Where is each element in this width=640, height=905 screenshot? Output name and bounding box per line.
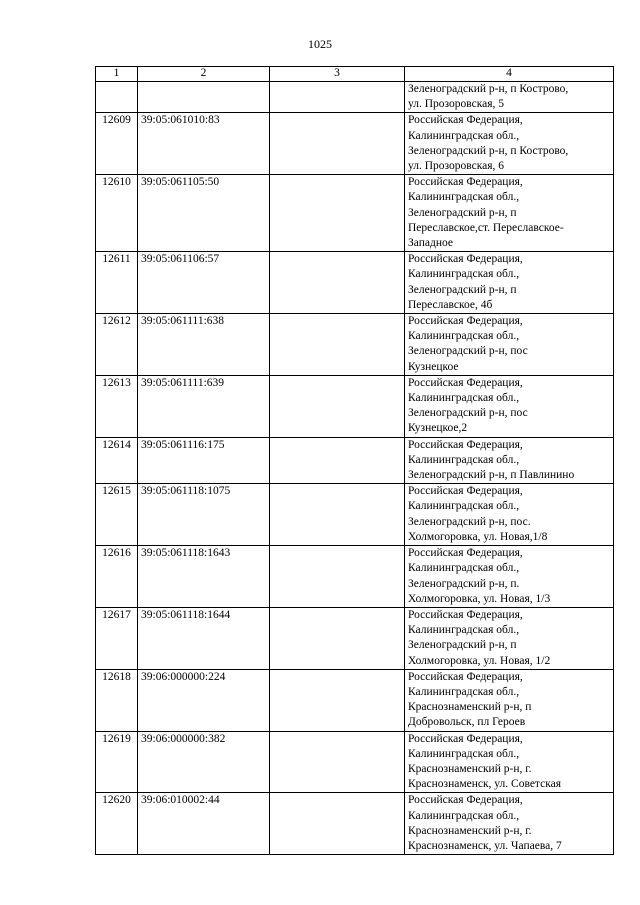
row-number: 12611 [96, 252, 138, 314]
address-line: Российская Федерация, [408, 794, 523, 807]
cadastral-number: 39:05:061010:83 [138, 113, 270, 175]
address-line: Кузнецкое [408, 360, 459, 373]
address-line: Зеленоградский р-н, п Кострово, [408, 144, 569, 157]
cadastral-number: 39:05:061118:1075 [138, 484, 270, 546]
address-cell [405, 546, 614, 608]
address-line: ул. Прозоровская, 6 [408, 160, 505, 173]
column-3-cell [270, 82, 405, 113]
address-cell [405, 82, 614, 113]
address-line: Калининградская обл., [408, 809, 520, 822]
address-line: Российская Федерация, [408, 253, 523, 266]
address-line: Российская Федерация, [408, 670, 523, 683]
address-line: Калининградская обл., [408, 191, 520, 204]
page-number: 1025 [308, 37, 332, 51]
address-line: Калининградская обл., [408, 453, 520, 466]
column-3-cell [270, 252, 405, 314]
table-row [96, 82, 614, 113]
column-3-cell [270, 669, 405, 731]
address-cell [405, 484, 614, 546]
address-cell [405, 113, 614, 175]
column-3-cell [270, 175, 405, 252]
table-row [96, 314, 614, 376]
address-line: Зеленоградский р-н, п [408, 283, 517, 296]
address-line: Переславское, 4б [408, 298, 493, 311]
address-line: Российская Федерация, [408, 485, 523, 498]
address-line: Зеленоградский р-н, п [408, 639, 517, 652]
row-number: 12620 [96, 793, 138, 855]
address-line: Краснознаменск, ул. Чапаева, 7 [408, 839, 562, 852]
address-line: Калининградская обл., [408, 747, 520, 760]
column-3-cell [270, 314, 405, 376]
header-col-3: 3 [270, 67, 405, 82]
table-row [96, 175, 614, 252]
row-number: 12609 [96, 113, 138, 175]
address-line: Западное [408, 237, 453, 250]
row-number: 12615 [96, 484, 138, 546]
table-row [96, 793, 614, 855]
table-row [96, 546, 614, 608]
address-line: Российская Федерация, [408, 315, 523, 328]
address-cell [405, 607, 614, 669]
column-3-cell [270, 113, 405, 175]
header-col-4: 4 [405, 67, 614, 82]
address-line: Калининградская обл., [408, 562, 520, 575]
registry-table [95, 66, 614, 855]
address-line: Калининградская обл., [408, 330, 520, 343]
address-line: Российская Федерация, [408, 176, 523, 189]
header-row [96, 67, 614, 82]
row-number: 12610 [96, 175, 138, 252]
address-line: ул. Прозоровская, 5 [408, 98, 505, 111]
address-line: Российская Федерация, [408, 438, 523, 451]
column-3-cell [270, 484, 405, 546]
address-line: Добровольск, пл Героев [408, 716, 526, 729]
address-line: Краснознаменский р-н, п [408, 701, 532, 714]
cadastral-number: 39:06:000000:382 [138, 731, 270, 793]
column-3-cell [270, 437, 405, 484]
address-line: Краснознаменский р-н, г. [408, 762, 532, 775]
row-number: 12612 [96, 314, 138, 376]
address-line: Зеленоградский р-н, п Павлинино [408, 469, 575, 482]
address-line: Калининградская обл., [408, 392, 520, 405]
table-row [96, 113, 614, 175]
address-line: Переславское,ст. Переславское- [408, 221, 564, 234]
cadastral-number: 39:05:061106:57 [138, 252, 270, 314]
cadastral-number: 39:05:061116:175 [138, 437, 270, 484]
cadastral-number: 39:05:061105:50 [138, 175, 270, 252]
cadastral-number: 39:06:000000:224 [138, 669, 270, 731]
address-line: Зеленоградский р-н, пос. [408, 515, 531, 528]
cadastral-number: 39:05:061111:638 [138, 314, 270, 376]
table-row [96, 731, 614, 793]
address-cell [405, 314, 614, 376]
row-number: 12619 [96, 731, 138, 793]
address-cell [405, 375, 614, 437]
address-line: Зеленоградский р-н, п. [408, 577, 520, 590]
cadastral-number [138, 82, 270, 113]
cadastral-number: 39:05:061118:1644 [138, 607, 270, 669]
address-cell [405, 175, 614, 252]
address-cell [405, 252, 614, 314]
address-line: Российская Федерация, [408, 547, 523, 560]
column-3-cell [270, 546, 405, 608]
address-line: Калининградская обл., [408, 129, 520, 142]
table-row [96, 375, 614, 437]
address-line: Кузнецкое,2 [408, 422, 468, 435]
table-row [96, 607, 614, 669]
address-line: Зеленоградский р-н, пос [408, 345, 528, 358]
column-3-cell [270, 375, 405, 437]
column-3-cell [270, 731, 405, 793]
address-line: Российская Федерация, [408, 608, 523, 621]
address-cell [405, 669, 614, 731]
address-line: Калининградская обл., [408, 500, 520, 513]
address-line: Холмогоровка, ул. Новая,1/8 [408, 530, 548, 543]
table-header [96, 67, 614, 82]
address-line: Зеленоградский р-н, п Кострово, [408, 83, 569, 95]
table-row [96, 669, 614, 731]
table-row [96, 437, 614, 484]
row-number: 12614 [96, 437, 138, 484]
row-number [96, 82, 138, 113]
address-cell [405, 793, 614, 855]
table-body [96, 82, 614, 855]
address-line: Зеленоградский р-н, пос [408, 407, 528, 420]
address-line: Зеленоградский р-н, п [408, 206, 517, 219]
cadastral-number: 39:05:061111:639 [138, 375, 270, 437]
address-line: Российская Федерация, [408, 114, 523, 127]
cadastral-number: 39:06:010002:44 [138, 793, 270, 855]
address-line: Холмогоровка, ул. Новая, 1/3 [408, 592, 551, 605]
address-line: Российская Федерация, [408, 376, 523, 389]
column-3-cell [270, 607, 405, 669]
cadastral-number: 39:05:061118:1643 [138, 546, 270, 608]
address-cell [405, 731, 614, 793]
address-line: Российская Федерация, [408, 732, 523, 745]
table-row [96, 484, 614, 546]
header-col-1: 1 [96, 67, 138, 82]
address-cell [405, 437, 614, 484]
row-number: 12613 [96, 375, 138, 437]
address-line: Калининградская обл., [408, 685, 520, 698]
address-line: Краснознаменский р-н, г. [408, 824, 532, 837]
header-col-2: 2 [138, 67, 270, 82]
row-number: 12618 [96, 669, 138, 731]
address-line: Калининградская обл., [408, 624, 520, 637]
row-number: 12616 [96, 546, 138, 608]
row-number: 12617 [96, 607, 138, 669]
column-3-cell [270, 793, 405, 855]
address-line: Калининградская обл., [408, 268, 520, 281]
table-row [96, 252, 614, 314]
address-line: Краснознаменск, ул. Советская [408, 778, 562, 791]
address-line: Холмогоровка, ул. Новая, 1/2 [408, 654, 551, 667]
